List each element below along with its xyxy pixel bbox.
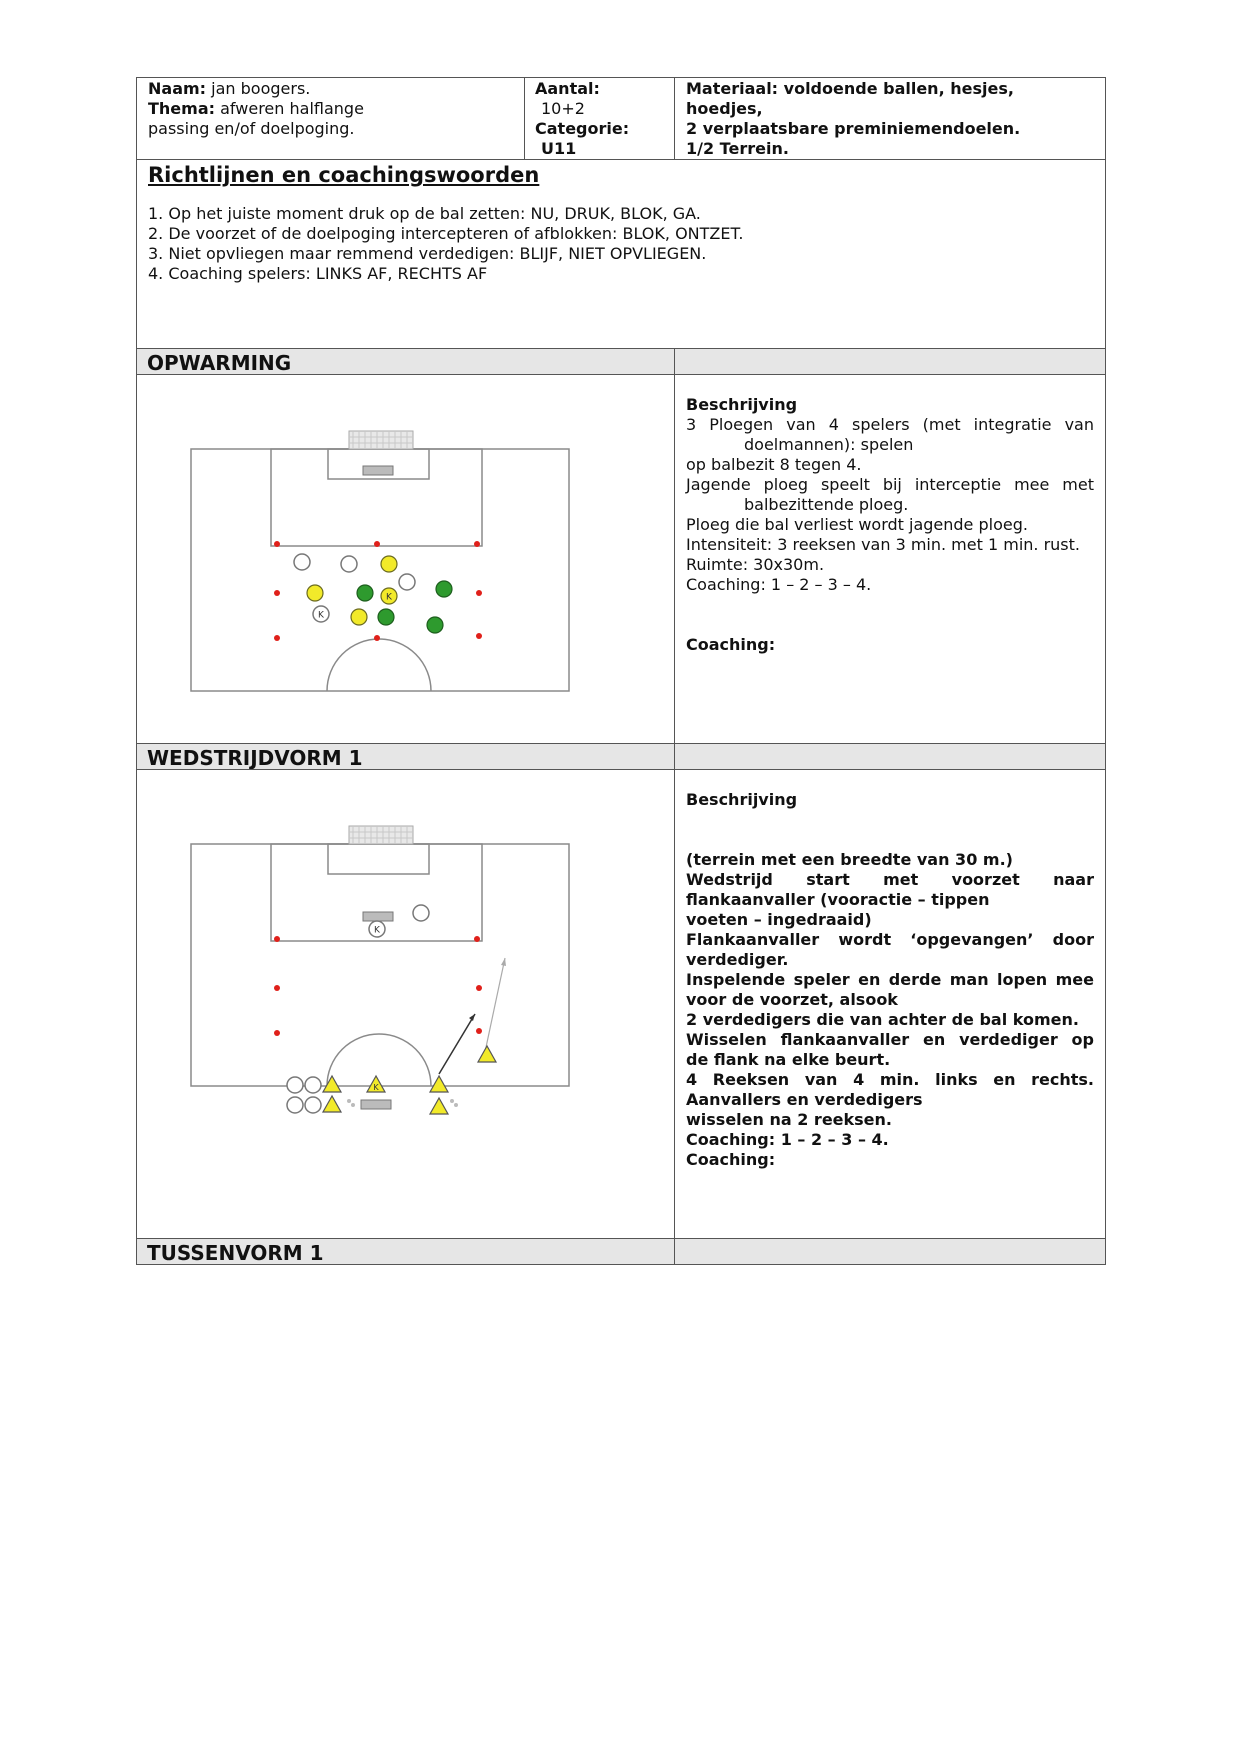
cone-marker bbox=[274, 985, 280, 991]
white-player bbox=[305, 1097, 321, 1113]
opwarming-field-diagram bbox=[187, 427, 607, 707]
ball bbox=[351, 1103, 355, 1107]
richtlijnen-title: Richtlijnen en coachingswoorden bbox=[148, 163, 540, 187]
green-player bbox=[357, 585, 373, 601]
beschrijving-label: Beschrijving bbox=[686, 395, 798, 414]
center-arc bbox=[327, 1034, 431, 1086]
white-player bbox=[305, 1077, 321, 1093]
thema-value-2: passing en/of doelpoging. bbox=[148, 119, 355, 138]
categorie-value: U11 bbox=[541, 139, 577, 158]
materiaal-line-4: 1/2 Terrein. bbox=[686, 139, 789, 158]
penalty-area bbox=[271, 449, 482, 546]
wedstrijd-line: wisselen na 2 reeksen. bbox=[686, 1110, 892, 1129]
wedstrijd-line: flankaanvaller (vooractie – tippen bbox=[686, 890, 990, 909]
opwarming-line: Jagende ploeg speelt bij interceptie mee met balbezittende ploeg. bbox=[686, 475, 1094, 514]
cone-marker bbox=[474, 936, 480, 942]
materiaal-line-2: hoedjes, bbox=[686, 99, 763, 118]
naam-label: Naam: bbox=[148, 79, 207, 98]
opwarming-title: OPWARMING bbox=[136, 348, 675, 375]
richtlijnen-cell bbox=[136, 159, 1106, 349]
white-player bbox=[287, 1077, 303, 1093]
thema-label: Thema: bbox=[148, 99, 216, 118]
header-naam-cell bbox=[136, 77, 525, 160]
cone-marker bbox=[476, 985, 482, 991]
green-player bbox=[436, 581, 452, 597]
green-player bbox=[378, 609, 394, 625]
wedstrijd-line: Coaching: bbox=[686, 1150, 776, 1169]
thema-value: afweren halflange bbox=[215, 99, 364, 118]
white-player bbox=[413, 905, 429, 921]
opwarming-diagram-cell bbox=[136, 374, 675, 744]
ball bbox=[454, 1103, 458, 1107]
richtlijn-item: 1. Op het juiste moment druk op de bal zetten: NU, DRUK, BLOK, GA. bbox=[148, 204, 701, 223]
tussenvorm-header-empty bbox=[674, 1238, 1106, 1265]
yellow-attacker bbox=[430, 1098, 448, 1114]
wedstrijd-line: verdediger. bbox=[686, 950, 789, 969]
keeper-letter: K bbox=[373, 1083, 379, 1092]
materiaal-line-3: 2 verplaatsbare preminiemendoelen. bbox=[686, 119, 1021, 138]
center-arc bbox=[327, 639, 431, 691]
naam-value: jan boogers. bbox=[206, 79, 311, 98]
opwarming-line: Ploeg die bal verliest wordt jagende ploeg. bbox=[686, 515, 1028, 534]
richtlijn-item: 4. Coaching spelers: LINKS AF, RECHTS AF bbox=[148, 264, 488, 283]
cone-marker bbox=[476, 590, 482, 596]
white-player bbox=[341, 556, 357, 572]
cone-marker bbox=[476, 633, 482, 639]
field-outline bbox=[191, 449, 569, 691]
wedstrijd-line: Wedstrijd start met voorzet naar bbox=[686, 870, 1094, 889]
field-outline bbox=[191, 844, 569, 1086]
wedstrijd-line: Aanvallers en verdedigers bbox=[686, 1090, 923, 1109]
cone-marker bbox=[374, 541, 380, 547]
wedstrijd-line: Wisselen flankaanvaller en verdediger op bbox=[686, 1030, 1094, 1049]
cone-marker bbox=[476, 1028, 482, 1034]
opwarming-line: op balbezit 8 tegen 4. bbox=[686, 455, 862, 474]
opwarming-header-empty bbox=[674, 348, 1106, 375]
wedstrijdvorm-text-cell bbox=[674, 769, 1106, 1239]
wedstrijdvorm-field-diagram bbox=[187, 822, 607, 1142]
white-player bbox=[294, 554, 310, 570]
opwarming-text-cell bbox=[674, 374, 1106, 744]
yellow-player bbox=[351, 609, 367, 625]
keeper-letter: K bbox=[386, 592, 392, 603]
run-arrow bbox=[439, 1014, 475, 1074]
pass-arrow bbox=[485, 958, 505, 1052]
wedstrijd-line: Inspelende speler en derde man lopen mee bbox=[686, 970, 1094, 989]
cone-marker bbox=[474, 541, 480, 547]
white-player bbox=[287, 1097, 303, 1113]
wedstrijd-line: Coaching: 1 – 2 – 3 – 4. bbox=[686, 1130, 889, 1149]
ball bbox=[450, 1099, 454, 1103]
wedstrijdvorm-title: WEDSTRIJDVORM 1 bbox=[136, 743, 675, 770]
richtlijn-item: 2. De voorzet of de doelpoging intercepteren of afblokken: BLOK, ONTZET. bbox=[148, 224, 744, 243]
white-player bbox=[399, 574, 415, 590]
cone-marker bbox=[274, 936, 280, 942]
yellow-player bbox=[381, 556, 397, 572]
categorie-label: Categorie: bbox=[535, 119, 630, 138]
cone-marker bbox=[274, 1030, 280, 1036]
goal-area bbox=[328, 844, 429, 874]
tussenvorm-title: TUSSENVORM 1 bbox=[136, 1238, 675, 1265]
mini-goal-bottom bbox=[361, 1100, 391, 1109]
richtlijn-item: 3. Niet opvliegen maar remmend verdedigen: BLIJF, NIET OPVLIEGEN. bbox=[148, 244, 707, 263]
yellow-attacker bbox=[430, 1076, 448, 1092]
yellow-attacker bbox=[323, 1096, 341, 1112]
keeper-letter: K bbox=[318, 610, 324, 621]
keeper-letter: K bbox=[374, 925, 380, 936]
opwarming-line: Ruimte: 30x30m. bbox=[686, 555, 825, 574]
yellow-attacker bbox=[323, 1076, 341, 1092]
yellow-player bbox=[307, 585, 323, 601]
cone-marker bbox=[274, 541, 280, 547]
green-player bbox=[427, 617, 443, 633]
cone-marker bbox=[274, 635, 280, 641]
aantal-value: 10+2 bbox=[541, 99, 585, 118]
opwarming-line: Coaching: 1 – 2 – 3 – 4. bbox=[686, 575, 872, 594]
beschrijving-label: Beschrijving bbox=[686, 790, 798, 809]
mini-goal bbox=[363, 466, 393, 475]
ball bbox=[347, 1099, 351, 1103]
cone-marker bbox=[274, 590, 280, 596]
opwarming-line: 3 Ploegen van 4 spelers (met integratie van doelmannen): spelen bbox=[686, 415, 1094, 454]
wedstrijd-line: voeten – ingedraaid) bbox=[686, 910, 872, 929]
materiaal-line-1: Materiaal: voldoende ballen, hesjes, bbox=[686, 79, 1014, 98]
yellow-attacker bbox=[478, 1046, 496, 1062]
wedstrijd-line: (terrein met een breedte van 30 m.) bbox=[686, 850, 1013, 869]
wedstrijd-line: voor de voorzet, alsook bbox=[686, 990, 898, 1009]
wedstrijdvorm-diagram-cell bbox=[136, 769, 675, 1239]
wedstrijd-line: Flankaanvaller wordt ‘opgevangen’ door bbox=[686, 930, 1094, 949]
header-materiaal-cell bbox=[674, 77, 1106, 160]
cone-marker bbox=[374, 635, 380, 641]
wedstrijd-line: 4 Reeksen van 4 min. links en rechts. bbox=[686, 1070, 1094, 1089]
aantal-label: Aantal: bbox=[535, 79, 600, 98]
mini-goal-top bbox=[363, 912, 393, 921]
arrow-head bbox=[469, 1014, 475, 1021]
opwarming-line: Intensiteit: 3 reeksen van 3 min. met 1 min. rust. bbox=[686, 535, 1080, 554]
wedstrijd-line: de flank na elke beurt. bbox=[686, 1050, 891, 1069]
header-aantal-cell bbox=[524, 77, 675, 160]
coaching-label: Coaching: bbox=[686, 635, 776, 654]
wedstrijd-line: 2 verdedigers die van achter de bal komen. bbox=[686, 1010, 1079, 1029]
wedstrijdvorm-header-empty bbox=[674, 743, 1106, 770]
